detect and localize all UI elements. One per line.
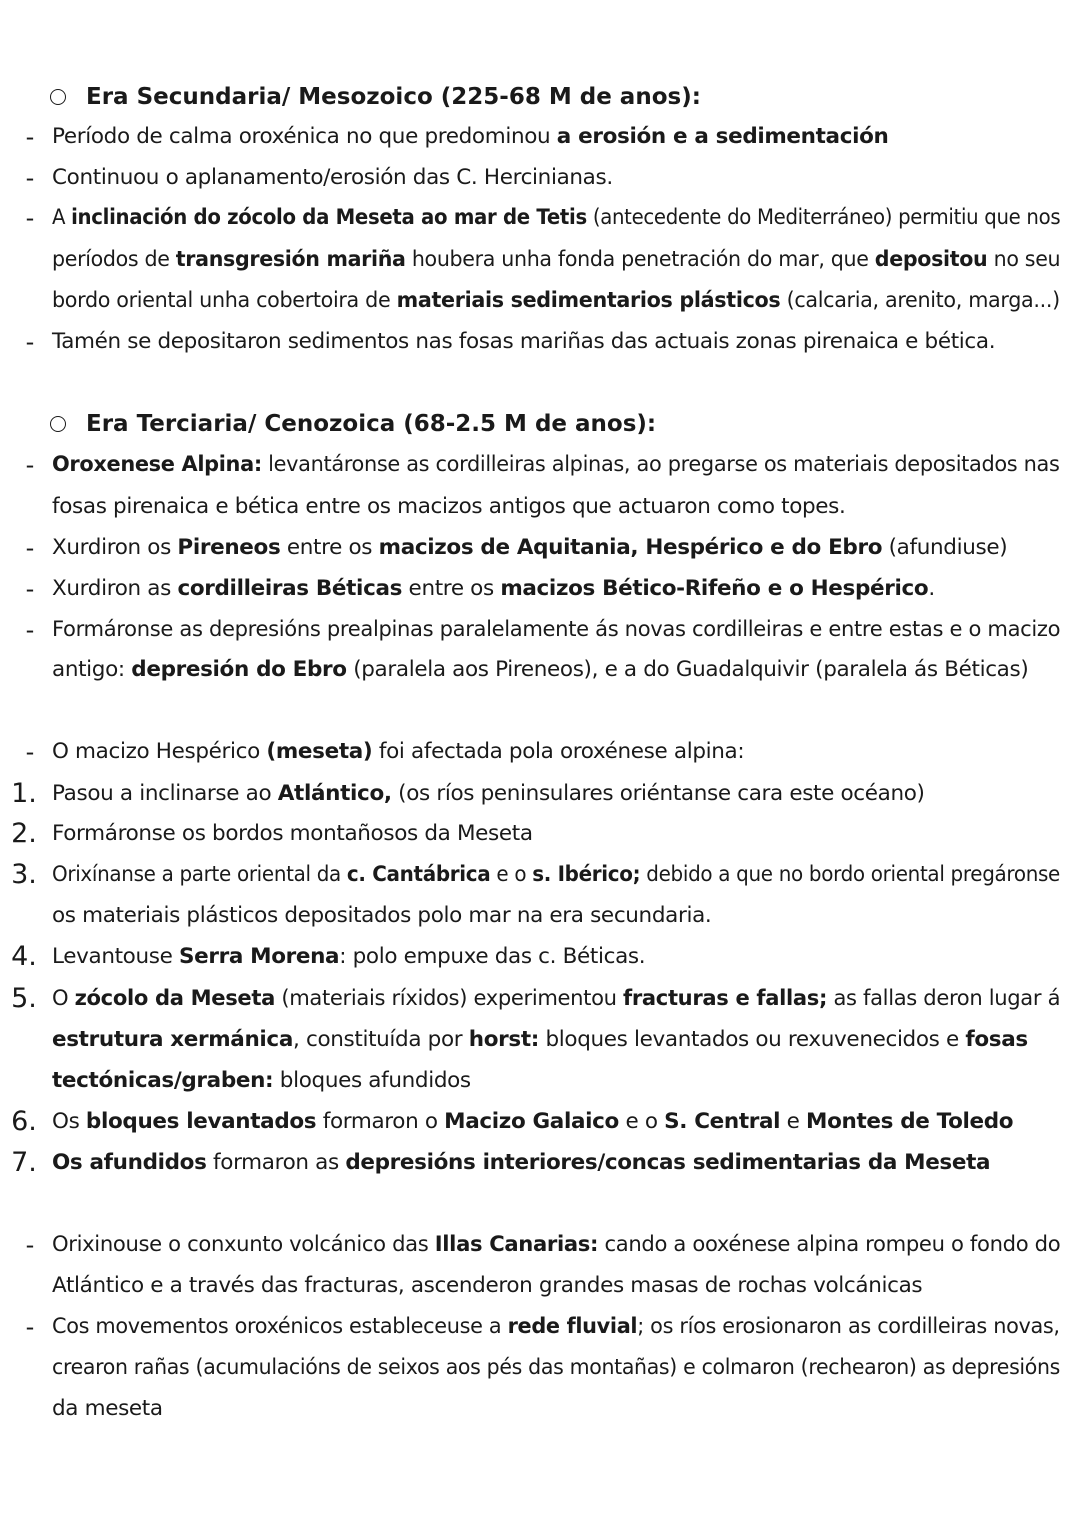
text-line: Atlántico e a través das fracturas, ascenderon grandes masas de rochas volcánicas xyxy=(52,1273,923,1298)
text-line: os materiais plásticos depositados polo mar na era secundaria. xyxy=(52,903,712,928)
text-line: antigo: depresión do Ebro (paralela aos Pireneos), e a do Guadalquivir (paralela ás Béticas) xyxy=(52,657,1029,682)
section-heading-secundaria: Era Secundaria/ Mesozoico (225-68 M de anos): xyxy=(86,84,701,110)
section-heading-terciaria: Era Terciaria/ Cenozoica (68-2.5 M de anos): xyxy=(86,411,657,437)
text-line: Período de calma oroxénica no que predominou a erosión e a sedimentación xyxy=(52,124,889,149)
text-line: tectónicas/graben: bloques afundidos xyxy=(52,1068,471,1093)
text-line: Oroxenese Alpina: levantáronse as cordilleiras alpinas, ao pregarse os materiais depositados nas xyxy=(52,452,1060,477)
text-line: bordo oriental unha cobertoira de materiais sedimentarios plásticos (calcaria, arenito, marga...) xyxy=(52,288,1060,313)
list-number: 6. xyxy=(11,1106,37,1137)
text-line: Continuou o aplanamento/erosión das C. Hercinianas. xyxy=(52,165,613,190)
dash-bullet: - xyxy=(25,534,35,562)
list-number: 3. xyxy=(11,859,37,890)
text-line: crearon rañas (acumulacións de seixos aos pés das montañas) e colmaron (rechearon) as depresións xyxy=(52,1355,1061,1380)
text-line: O zócolo da Meseta (materiais ríxidos) experimentou fracturas e fallas; as fallas deron lugar á xyxy=(52,986,1061,1011)
text-line: Xurdiron as cordilleiras Béticas entre os macizos Bético-Rifeño e o Hespérico. xyxy=(52,576,935,601)
text-line: O macizo Hespérico (meseta) foi afectada pola oroxénese alpina: xyxy=(52,739,745,764)
text-line: Formáronse os bordos montañosos da Meseta xyxy=(52,821,533,846)
text-line: Xurdiron os Pireneos entre os macizos de Aquitania, Hespérico e do Ebro (afundiuse) xyxy=(52,535,1008,560)
list-number: 2. xyxy=(11,818,37,849)
text-line: Orixínanse a parte oriental da c. Cantábrica e o s. Ibérico; debido a que no bordo oriental pregáronse xyxy=(52,862,1060,887)
text-line: Orixinouse o conxunto volcánico das Illas Canarias: cando a ooxénese alpina rompeu o fondo do xyxy=(52,1232,1061,1257)
text-line: Pasou a inclinarse ao Atlántico, (os ríos peninsulares oriéntanse cara este océano) xyxy=(52,781,925,806)
text-line: fosas pirenaica e bética entre os macizos antigos que actuaron como topes. xyxy=(52,494,846,519)
dash-bullet: - xyxy=(25,123,35,151)
dash-bullet: - xyxy=(25,616,35,644)
text-line: Levantouse Serra Morena: polo empuxe das c. Béticas. xyxy=(52,944,646,969)
text-line: Formáronse as depresións prealpinas paralelamente ás novas cordilleiras e entre estas e o macizo xyxy=(52,617,1061,642)
dash-bullet: - xyxy=(25,1231,35,1259)
dash-bullet: - xyxy=(25,164,35,192)
list-number: 7. xyxy=(11,1147,37,1178)
text-line: estrutura xermánica, constituída por horst: bloques levantados ou rexuvenecidos e fosas xyxy=(52,1027,1028,1052)
dash-bullet: - xyxy=(25,738,35,766)
text-line: Cos movementos oroxénicos estableceuse a rede fluvial; os ríos erosionaron as cordilleiras novas, xyxy=(52,1314,1060,1339)
list-number: 5. xyxy=(11,983,37,1014)
circle-bullet-icon xyxy=(50,416,66,432)
dash-bullet: - xyxy=(25,1313,35,1341)
dash-bullet: - xyxy=(25,451,35,479)
list-number: 1. xyxy=(11,778,37,809)
dash-bullet: - xyxy=(25,575,35,603)
text-line: Os afundidos formaron as depresións interiores/concas sedimentarias da Meseta xyxy=(52,1150,991,1175)
text-line: Os bloques levantados formaron o Macizo Galaico e o S. Central e Montes de Toledo xyxy=(52,1109,1014,1134)
list-number: 4. xyxy=(11,941,37,972)
dash-bullet: - xyxy=(25,328,35,356)
dash-bullet: - xyxy=(25,204,35,232)
text-line: Tamén se depositaron sedimentos nas fosas mariñas das actuais zonas pirenaica e bética. xyxy=(52,329,996,354)
text-line: da meseta xyxy=(52,1396,163,1421)
text-line: períodos de transgresión mariña houbera unha fonda penetración do mar, que depositou no seu xyxy=(52,247,1061,272)
circle-bullet-icon xyxy=(50,89,66,105)
text-line: A inclinación do zócolo da Meseta ao mar de Tetis (antecedente do Mediterráneo) permitiu que nos xyxy=(52,205,1061,230)
